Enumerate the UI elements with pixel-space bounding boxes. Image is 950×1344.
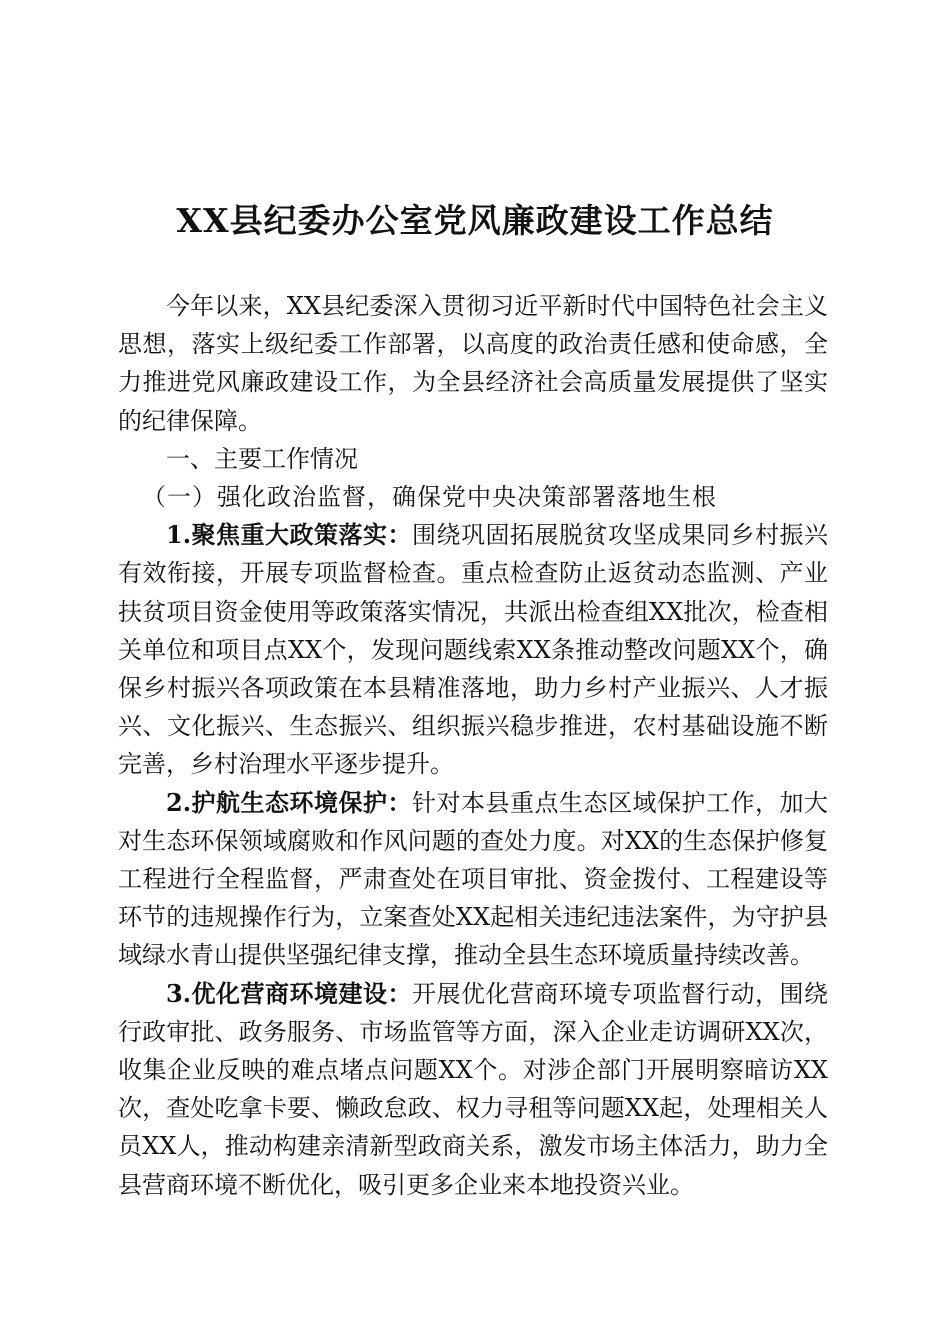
section-heading: 一、主要工作情况	[166, 444, 358, 473]
item-label-1: 1.聚焦重大政策落实：	[166, 520, 413, 550]
document-title: XX县纪委办公室党风廉政建设工作总结	[176, 201, 774, 240]
subsection-heading: （一）强化政治监督，确保党中央决策部署落地生根	[142, 483, 717, 512]
intro-paragraph: 今年以来，XX县纪委深入贯彻习近平新时代中国特色社会主义思想，落实上级纪委工作部署，以高度的政治责任感和使命感，全力推进党风廉政建设工作，为全县经济社会高质量发展提供了坚实的纪律保障。	[118, 292, 828, 435]
item-label-2: 2.护航生态环境保护：	[166, 787, 413, 817]
item-paragraph-3	[118, 975, 828, 1204]
item-text-2: 针对本县重点生态区域保护工作，加大对生态环保领域腐败和作风问题的查处力度。对XX的生态保护修复工程进行全程监督，严肃查处在项目审批、资金拨付、工程建设等环节的违规操作行为，立案查处XX起相关违纪违法案件，为守护县域绿水青山提供坚强纪律支撑，推动全县生态环境质量持续改善。	[118, 788, 828, 970]
item-text-1: 围绕巩固拓展脱贫攻坚成果同乡村振兴有效衔接，开展专项监督检查。重点检查防止返贫动态监测、产业扶贫项目资金使用等政策落实情况，共派出检查组XX批次，检查相关单位和项目点XX个，发现问题线索XX条推动整改问题XX个，确保乡村振兴各项政策在本县精准落地，助力乡村产业振兴、人才振兴、文化振兴、生态振兴、组织振兴稳步推进，农村基础设施不断完善，乡村治理水平逐步提升。	[118, 521, 828, 779]
item-label-3: 3.优化营商环境建设：	[166, 978, 413, 1008]
item-paragraph-2	[118, 784, 828, 975]
document-body	[118, 287, 828, 1204]
item-text-3: 开展优化营商环境专项监督行动，围绕行政审批、政务服务、市场监管等方面，深入企业走访调研XX次，收集企业反映的难点堵点问题XX个。对涉企部门开展明察暗访XX次，查处吃拿卡要、懒政怠政、权力寻租等问题XX起，处理相关人员XX人，推动构建亲清新型政商关系，激发市场主体活力，助力全县营商环境不断优化，吸引更多企业来本地投资兴业。	[118, 979, 828, 1199]
item-paragraph-1	[118, 516, 828, 783]
